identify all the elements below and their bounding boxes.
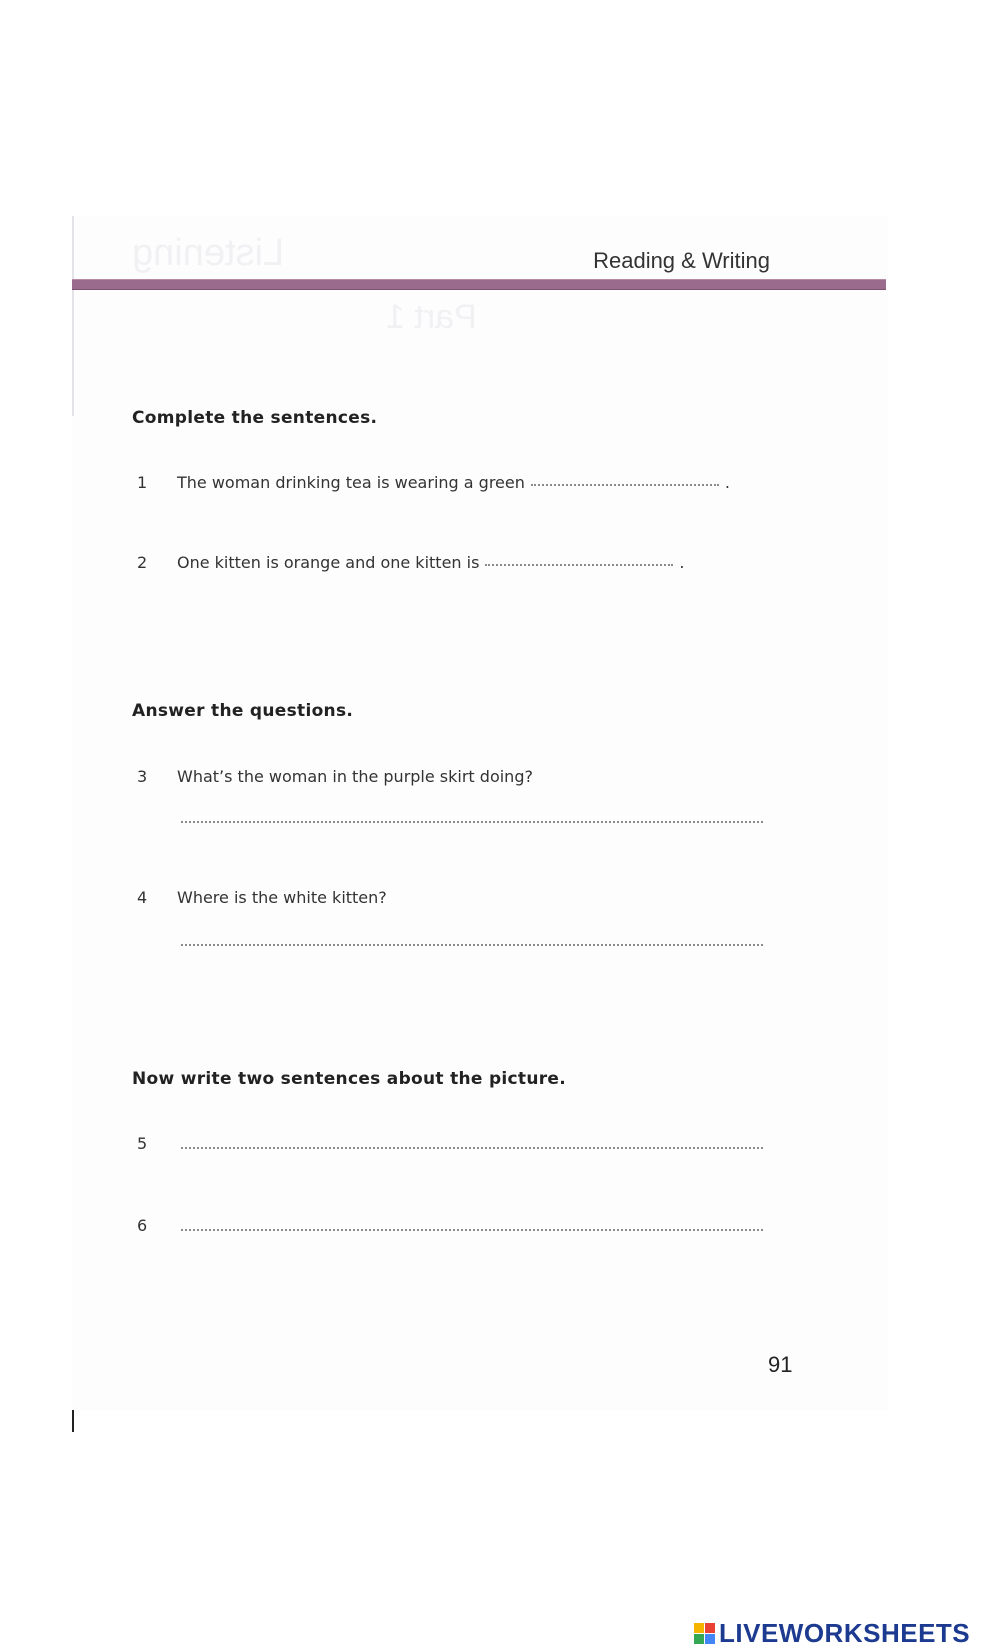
header-band [72, 279, 886, 290]
show-through-text: Part 1 [386, 298, 477, 336]
answer-line-5[interactable] [181, 1147, 763, 1149]
logo-text: LIVEWORKSHEETS [719, 1618, 971, 1648]
section-label: Reading & Writing [593, 248, 770, 273]
page-edge-mark [72, 1410, 74, 1432]
question-text: One kitten is orange and one kitten is [177, 553, 480, 572]
question-number: 2 [137, 553, 148, 572]
question-end: . [679, 553, 685, 572]
question-4-text: Where is the white kitten? [177, 888, 387, 907]
page-number: 91 [768, 1352, 793, 1377]
write-heading: Now write two sentences about the picture. [132, 1069, 567, 1089]
answer-heading: Answer the questions. [132, 701, 354, 721]
question-3-text: What’s the woman in the purple skirt doing? [177, 767, 533, 786]
question-number: 6 [137, 1216, 148, 1235]
question-number: 5 [137, 1134, 148, 1153]
answer-line-3[interactable] [181, 821, 763, 823]
question-2 [177, 553, 685, 572]
question-number: 4 [137, 888, 148, 907]
answer-line-6[interactable] [181, 1229, 763, 1231]
question-number: 3 [137, 767, 148, 786]
question-1 [177, 473, 730, 492]
question-text: The woman drinking tea is wearing a green [177, 473, 525, 492]
answer-blank-2[interactable] [485, 564, 673, 566]
liveworksheets-logo [694, 1618, 970, 1649]
answer-blank-1[interactable] [531, 484, 719, 486]
logo-squares-icon [694, 1623, 715, 1644]
complete-heading: Complete the sentences. [132, 408, 378, 428]
question-end: . [724, 473, 730, 492]
answer-line-4[interactable] [181, 944, 763, 946]
question-number: 1 [137, 473, 148, 492]
page-edge [72, 216, 74, 416]
show-through-text: Listening [132, 232, 285, 274]
worksheet-page [72, 216, 888, 1411]
